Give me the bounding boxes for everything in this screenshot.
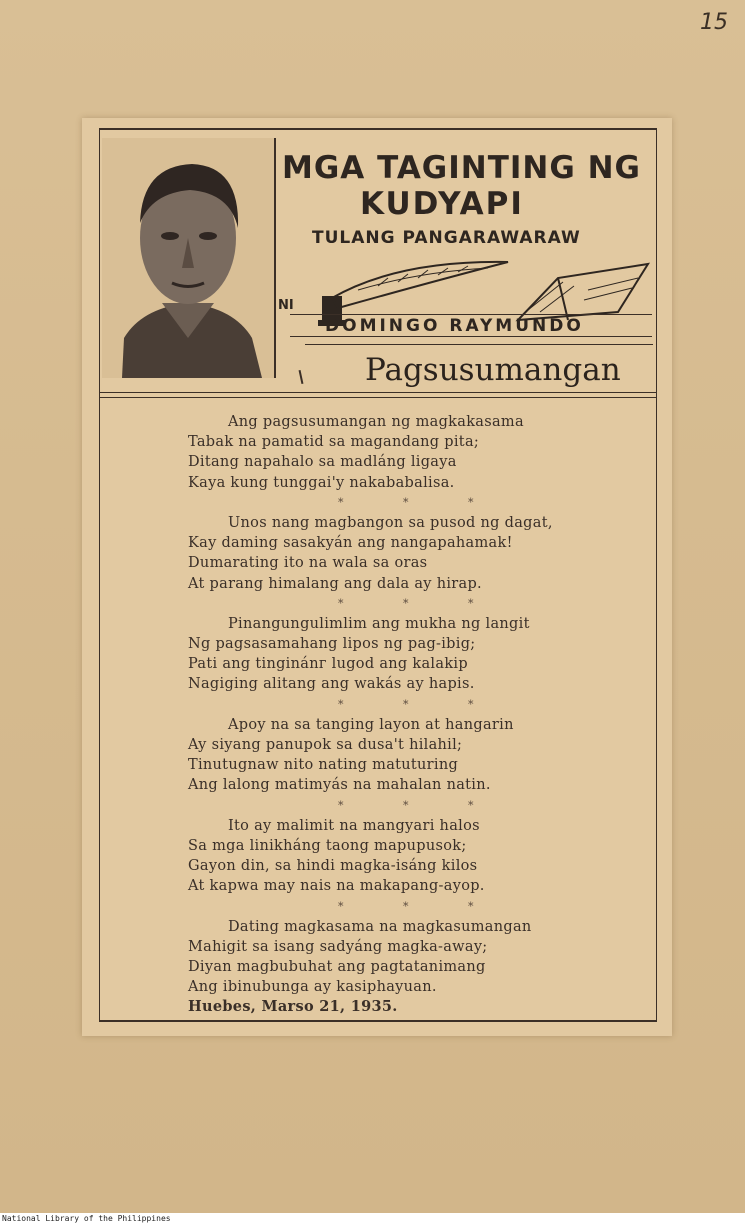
poem-line: Nagiging alitang ang wakás ay hapis. bbox=[188, 676, 475, 693]
stanza-separator: * * * bbox=[338, 495, 502, 509]
poem-line: Sa mga linikháng taong mapupusok; bbox=[188, 837, 467, 854]
poem-line: At kapwa may nais na makapang-ayop. bbox=[188, 878, 485, 895]
page-number: 15 bbox=[700, 10, 728, 35]
header-divider bbox=[100, 392, 656, 393]
poem-line: Gayon din, sa hindi magka-isáng kilos bbox=[188, 858, 478, 875]
header-divider bbox=[100, 397, 656, 398]
poem-line: Apoy na sa tanging layon at hangarin bbox=[228, 716, 514, 733]
poem-line: Pinangungulimlim ang mukha ng langit bbox=[228, 615, 530, 632]
stanza bbox=[188, 614, 648, 695]
dateline: Huebes, Marso 21, 1935. bbox=[188, 998, 398, 1015]
poem-line: Diyan magbubuhat ang pagtatanimang bbox=[188, 959, 486, 976]
stanza bbox=[188, 917, 648, 998]
stanza bbox=[188, 816, 648, 897]
author-name: DOMINGO RAYMUNDO bbox=[325, 316, 584, 336]
stanza bbox=[188, 715, 648, 796]
stanza-separator: * * * bbox=[338, 899, 502, 913]
stanza-separator: * * * bbox=[338, 798, 502, 812]
poem-title: Pagsusumangan bbox=[365, 352, 621, 388]
column-header bbox=[100, 130, 656, 392]
stanza-separator: * * * bbox=[338, 697, 502, 711]
poem-line: Ang ibinubunga ay kasiphayuan. bbox=[188, 979, 437, 996]
newspaper-clipping bbox=[82, 118, 672, 1036]
column-title-line1: MGA TAGINTING NG bbox=[282, 150, 641, 186]
author-portrait bbox=[102, 138, 276, 378]
poem-line: Ditang napahalo sa madláng ligaya bbox=[188, 454, 457, 471]
poem-line: Pati ang tinginánг lugod ang kalakip bbox=[188, 656, 468, 673]
poem-body bbox=[188, 412, 648, 997]
poem-line: At parang himalang ang dala ay hirap. bbox=[188, 575, 482, 592]
stanza bbox=[188, 412, 648, 493]
archive-credit: National Library of the Philippines bbox=[0, 1213, 745, 1224]
column-subtitle: TULANG PANGARAWARAW bbox=[312, 228, 581, 248]
poem-line: Ng pagsasamahang lipos ng pag-ibig; bbox=[188, 636, 476, 653]
poem-line: Ito ay malimit na mangyari halos bbox=[228, 817, 480, 834]
stanza-separator: * * * bbox=[338, 596, 502, 610]
author-rule bbox=[290, 336, 652, 337]
poem-line: Dumarating ito na wala sa oras bbox=[188, 555, 428, 572]
title-rule bbox=[305, 344, 653, 345]
poem-line: Ang lalong matimyás na mahalan natin. bbox=[188, 777, 491, 794]
poem-line: Kaya kung tunggai'y nakababalisa. bbox=[188, 474, 455, 491]
author-rule bbox=[290, 314, 652, 315]
column-title-line2: KUDYAPI bbox=[360, 186, 524, 222]
decorative-tick bbox=[299, 370, 304, 384]
byline-label: NI bbox=[278, 298, 294, 313]
poem-line: Ang pagsusumangan ng magkakasama bbox=[228, 414, 524, 430]
poem-line: Kay daming sasakyán ang nangapahamak! bbox=[188, 535, 513, 552]
poem-line: Unos nang magbangon sa pusod ng dagat, bbox=[228, 514, 553, 531]
poem-line: Tinutugnaw nito nating matuturing bbox=[188, 757, 459, 774]
clipping-frame bbox=[99, 128, 657, 1022]
poem-line: Dating magkasama na magkasumangan bbox=[228, 918, 532, 935]
stanza bbox=[188, 513, 648, 594]
poem-line: Mahigit sa isang sadyáng magka-away; bbox=[188, 938, 488, 955]
poem-line: Ay siyang panupok sa dusa't hilahil; bbox=[188, 737, 463, 753]
poem-line: Tabak na pamatid sa magandang pita; bbox=[188, 434, 480, 451]
